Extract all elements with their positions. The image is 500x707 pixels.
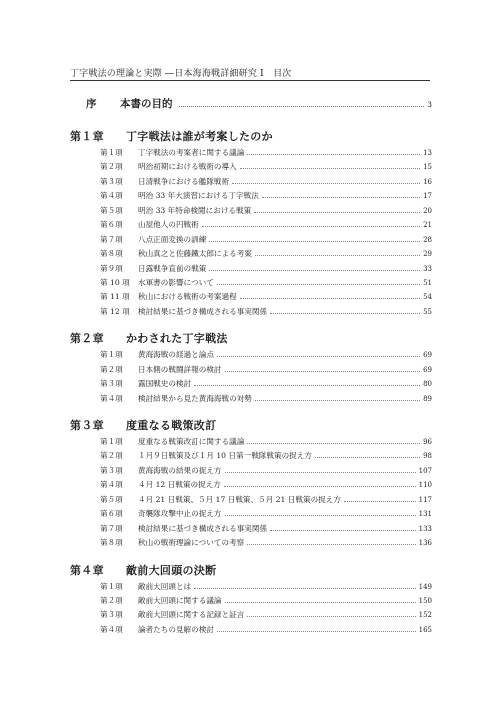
toc-item[interactable] <box>70 219 432 233</box>
toc-item[interactable] <box>70 190 432 204</box>
chapter-section <box>70 417 432 552</box>
page-number: 149 <box>418 582 432 591</box>
item-number: 第８項 <box>100 538 123 548</box>
dot-leader <box>194 385 420 386</box>
item-number: 第８項 <box>100 249 123 259</box>
toc-item[interactable] <box>70 161 432 175</box>
chapter-section <box>70 562 432 639</box>
dot-leader <box>262 197 420 198</box>
item-number: 第６項 <box>100 220 123 230</box>
dot-leader <box>254 212 420 213</box>
item-title: 山屋他人の円戦術 <box>138 220 199 230</box>
page-number: 17 <box>423 192 432 201</box>
item-number: 第４項 <box>100 624 123 634</box>
toc-item[interactable] <box>70 624 432 638</box>
item-number: 第１項 <box>100 437 123 446</box>
page-number: 133 <box>418 524 432 533</box>
item-number: 第３項 <box>100 176 123 186</box>
chapter-heading[interactable] <box>70 128 432 147</box>
dot-leader <box>225 602 416 603</box>
dot-leader <box>225 515 416 516</box>
toc-preface-entry[interactable] <box>70 96 432 118</box>
page-number: 16 <box>423 177 432 186</box>
item-number: 第３項 <box>100 465 123 475</box>
chapter-heading[interactable] <box>70 417 432 436</box>
item-title: 敵前大回頭に関する記録と証言 <box>138 610 245 620</box>
dot-leader <box>247 544 415 545</box>
running-head: 丁字戦法の理論と実際 ―日本海海戦詳細研究 I 目次 <box>70 69 292 79</box>
item-number: 第１項 <box>100 350 123 360</box>
dot-leader <box>255 400 420 401</box>
item-number: 第５項 <box>100 494 123 504</box>
dot-leader <box>240 168 420 169</box>
item-title: 敵前大回頭に関する議論 <box>138 595 222 605</box>
chapter-number: 第２章 <box>70 332 104 346</box>
page-number: 117 <box>418 495 432 504</box>
page-number: 21 <box>423 221 432 230</box>
item-title: 明治 33 年特命検閲における戦策 <box>138 205 252 215</box>
toc-item[interactable] <box>70 291 432 305</box>
dot-leader <box>217 284 420 285</box>
toc-item[interactable] <box>70 147 432 161</box>
dot-leader <box>315 457 420 458</box>
page-number: 96 <box>423 438 432 446</box>
dot-leader <box>225 371 421 372</box>
page-number: 33 <box>423 264 432 273</box>
dot-leader <box>224 486 416 487</box>
toc-item[interactable] <box>70 465 432 479</box>
toc-item[interactable] <box>70 263 432 277</box>
dot-leader <box>247 443 420 444</box>
toc-item[interactable] <box>70 581 432 595</box>
item-title: 検討結果に基づき構成される事実関係 <box>138 306 268 316</box>
toc-item[interactable] <box>70 450 432 464</box>
item-number: 第４項 <box>100 393 123 403</box>
item-title: 検討結果に基づき構成される事実関係 <box>138 523 268 533</box>
item-number: 第７項 <box>100 234 123 244</box>
item-title: １月９日戦策及び１月 10 日第一戦隊戦策の捉え方 <box>138 451 312 461</box>
item-number: 第３項 <box>100 610 123 620</box>
toc-item[interactable] <box>70 378 432 392</box>
page-number: 69 <box>423 365 432 374</box>
page-number: 80 <box>423 380 432 389</box>
item-title: 度重なる戦策改訂に関する議論 <box>138 437 245 446</box>
page-number: 54 <box>423 293 432 302</box>
dot-leader <box>232 183 420 184</box>
chapter-section <box>70 128 432 320</box>
chapter-number: 第３章 <box>70 419 104 432</box>
toc-item[interactable] <box>70 537 432 551</box>
dot-leader <box>247 154 420 155</box>
item-title: 日清戦争における艦隊戦術 <box>138 176 230 186</box>
item-number: 第２項 <box>100 364 123 374</box>
dot-leader <box>255 255 420 256</box>
item-number: 第２項 <box>100 162 123 172</box>
page-number: 55 <box>423 307 432 316</box>
item-title: 露国戦史の検討 <box>138 379 192 389</box>
page-number: 131 <box>418 510 432 519</box>
item-number: 第１項 <box>100 581 123 591</box>
item-title: 検討結果から見た黄海海戦の対勢 <box>138 393 252 403</box>
dot-leader <box>247 616 415 617</box>
page-number: 110 <box>418 481 432 490</box>
item-number: 第 11 項 <box>100 292 130 302</box>
dot-leader <box>217 356 420 357</box>
chapter-number: 第１章 <box>70 130 104 143</box>
item-title: 奇襲隊攻撃中止の捉え方 <box>138 509 222 519</box>
item-title: 日本側の戦闘詳報の検討 <box>138 364 222 374</box>
item-number: 第３項 <box>100 379 123 389</box>
item-title: 秋山真之と佐藤鐵太郎による考案 <box>138 249 252 259</box>
item-number: 第１項 <box>100 148 123 157</box>
item-title: ４月 12 日戦策の捉え方 <box>138 480 221 490</box>
toc-item[interactable] <box>70 595 432 609</box>
item-number: 第４項 <box>100 480 123 490</box>
dot-leader <box>225 472 416 473</box>
page-number: 13 <box>423 149 432 157</box>
item-title: 日露戦争直前の戦策 <box>138 263 207 273</box>
page-number: 20 <box>423 206 432 215</box>
item-number: 第２項 <box>100 595 123 605</box>
item-number: 第 10 項 <box>100 277 130 287</box>
page-number: 28 <box>423 235 432 244</box>
dot-leader <box>270 530 416 531</box>
toc-item[interactable] <box>70 364 432 378</box>
page-number: 29 <box>423 250 432 259</box>
toc-item[interactable] <box>70 436 432 450</box>
dot-leader <box>209 241 420 242</box>
item-number: 第５項 <box>100 205 123 215</box>
toc-item[interactable] <box>70 494 432 508</box>
toc-item[interactable] <box>70 479 432 493</box>
item-title: 明治 33 年大演習における丁字戦法 <box>138 191 259 201</box>
toc-item[interactable] <box>70 205 432 219</box>
dot-leader <box>202 226 420 227</box>
toc-item[interactable] <box>70 508 432 522</box>
dot-leader <box>194 588 415 589</box>
chapter-title: かわされた丁字戦法 <box>126 332 228 346</box>
toc-item[interactable] <box>70 523 432 537</box>
dot-leader <box>209 270 420 271</box>
item-title: 秋山における戦術の考案過程 <box>138 292 237 302</box>
item-title: 丁字戦法の考案者に関する議論 <box>138 148 245 157</box>
dot-leader <box>217 631 416 632</box>
page-number: 51 <box>423 278 432 287</box>
toc-item[interactable] <box>70 349 432 363</box>
item-title: 秋山の戦術理論についての考察 <box>138 538 245 548</box>
dot-leader <box>344 501 416 502</box>
page-number: 150 <box>418 596 432 605</box>
chapter-number: 第４章 <box>70 563 104 577</box>
table-of-contents <box>70 92 432 638</box>
item-title: 八点正面変換の訓練 <box>138 234 207 244</box>
toc-item[interactable] <box>70 248 432 262</box>
item-number: 第４項 <box>100 191 123 201</box>
page-number: 152 <box>418 611 432 620</box>
dot-leader <box>270 313 420 314</box>
item-title: 明治初期における戦術の導入 <box>138 162 237 172</box>
preface-title: 本書の目的 <box>120 98 173 110</box>
toc-item[interactable] <box>70 393 432 407</box>
item-number: 第７項 <box>100 523 123 533</box>
item-number: 第９項 <box>100 263 123 273</box>
chapter-heading[interactable] <box>70 330 432 349</box>
page-number: 98 <box>423 452 432 461</box>
chapter-section <box>70 330 432 407</box>
toc-item[interactable] <box>70 306 432 320</box>
header-rule <box>70 80 430 81</box>
toc-item[interactable] <box>70 234 432 248</box>
chapter-title: 度重なる戦策改訂 <box>126 419 217 432</box>
item-title: ４月 21 日戦策、５月 17 日戦策、５月 21 日戦策の捉え方 <box>138 494 341 504</box>
item-title: 黄海海戦の結果の捉え方 <box>138 465 222 475</box>
preface-label: 序 <box>86 98 97 110</box>
toc-item[interactable] <box>70 176 432 190</box>
page-number: 69 <box>423 351 432 360</box>
dot-leader <box>179 106 425 107</box>
page-number: 165 <box>418 625 432 634</box>
page-number: 136 <box>418 539 432 548</box>
item-number: 第６項 <box>100 509 123 519</box>
item-title: 論者たちの見解の検討 <box>138 624 214 634</box>
page-number: 107 <box>418 466 432 475</box>
page-number: 3 <box>427 100 432 109</box>
chapter-title: 丁字戦法は誰が考案したのか <box>126 130 273 143</box>
item-title: 敵前大回頭とは <box>138 581 192 591</box>
toc-item[interactable] <box>70 609 432 623</box>
toc-item[interactable] <box>70 277 432 291</box>
page-number: 15 <box>423 163 432 172</box>
item-title: 黄海海戦の経過と論点 <box>138 350 214 360</box>
page-number: 89 <box>423 394 432 403</box>
item-title: 水軍書の影響について <box>138 277 214 287</box>
item-number: 第 12 項 <box>100 306 130 316</box>
chapter-title: 敵前大回頭の決断 <box>126 563 217 577</box>
item-number: 第２項 <box>100 451 123 461</box>
chapter-list <box>70 128 432 638</box>
dot-leader <box>240 298 420 299</box>
chapter-heading[interactable] <box>70 562 432 581</box>
